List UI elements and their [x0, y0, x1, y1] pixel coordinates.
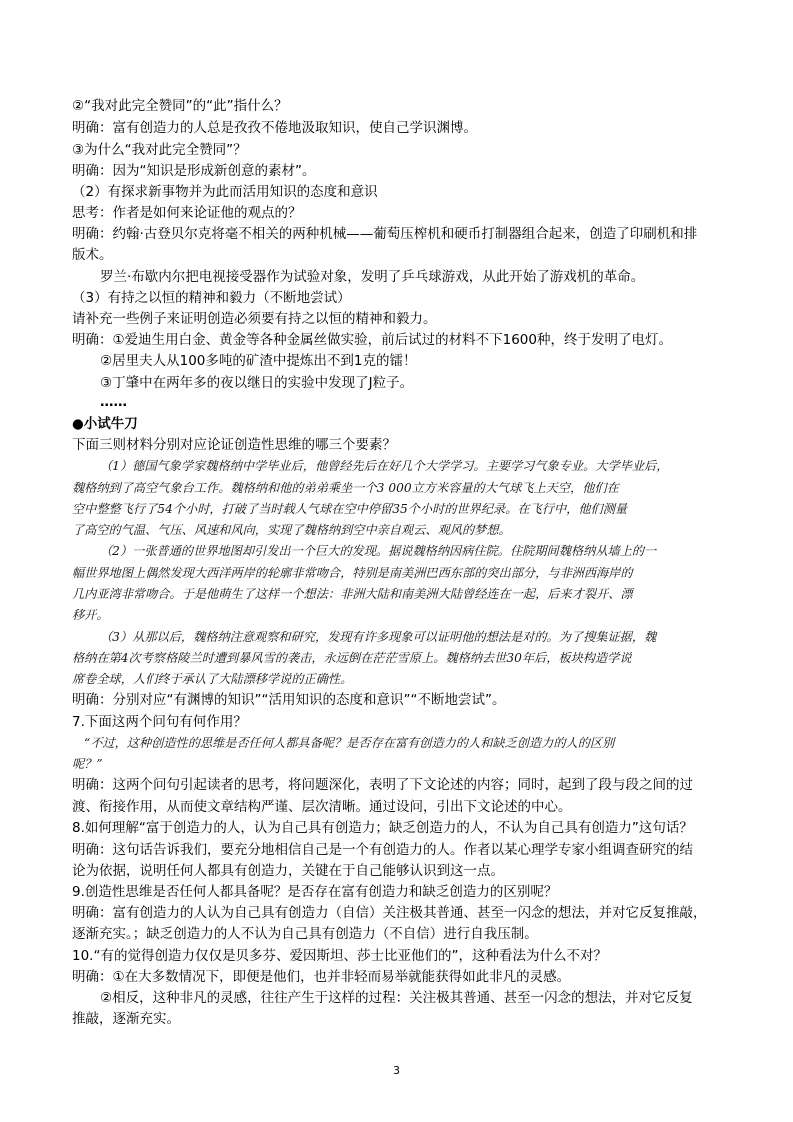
text-line: 明确：这两个问句引起读者的思考，将问题深化，表明了下文论述的内容；同时，起到了段与段之间的过 — [72, 777, 693, 793]
text-line: 明确：约翰·古登贝尔克将毫不相关的两种机械——葡萄压榨机和硬币打制器组合起来，创造了印刷机和排 — [72, 226, 698, 242]
quote-line: 魏格纳到了高空气象台工作。魏格纳和他的弟弟乘坐一个3 000立方米容量的大气球飞上天空，他们在 — [72, 481, 619, 495]
quote-line: （1）德国气象学家魏格纳中学毕业后，他曾经先后在好几个大学学习。主要学习气象专业。大学毕业后， — [100, 459, 669, 473]
quote-line: 席卷全球，人们终于承认了大陆漂移学说的正确性。 — [72, 672, 353, 686]
text-line: 明确：因为“知识是形成新创意的素材”。 — [72, 163, 316, 179]
quote-line: （2）一张普通的世界地图却引发出一个巨大的发现。据说魏格纳因病住院。住院期间魏格纳从墙上的一 — [100, 544, 657, 558]
quote-line: 幅世界地图上偶然发现大西洋两岸的轮廓非常吻合，特别是南美洲巴西东部的突出部分，与非洲西海岸的 — [72, 566, 633, 580]
quote-line: 了高空的气温、气压、风速和风向，实现了魏格纳到空中亲自观云、观风的梦想。 — [72, 523, 511, 537]
text-line: 明确：这句话告诉我们，要充分地相信自己是一个有创造力的人。作者以某心理学专家小组调查研究的结 — [72, 842, 693, 858]
text-line: 明确：①在大多数情况下，即便是他们，也并非轻而易举就能获得如此非凡的灵感。 — [72, 969, 571, 985]
text-line: 推敲，逐渐充实。 — [72, 1011, 180, 1027]
quote-line: （3）从那以后，魏格纳注意观察和研究，发现有许多现象可以证明他的想法是对的。为了搜集证据，魏 — [100, 630, 657, 644]
text-line: 下面三则材料分别对应论证创造性思维的哪三个要素？ — [72, 437, 396, 453]
text-line: ②“我对此完全赞同”的“此”指什么？ — [72, 98, 288, 114]
text-line: ②居里夫人从100多吨的矿渣中提炼出不到1克的镭！ — [100, 353, 417, 369]
text-line: 7.下面这两个问句有何作用？ — [72, 714, 247, 730]
text-line: 版术。 — [72, 247, 113, 263]
quote-line: 几内亚湾非常吻合。于是他萌生了这样一个想法：非洲大陆和南美洲大陆曾经连在一起，后来才裂开、漂 — [72, 587, 633, 601]
text-line: ③为什么“我对此完全赞同”？ — [72, 142, 247, 158]
quote-line: 格纳在第4次考察格陵兰时遭到暴风雪的袭击，永远倒在茫茫雪原上。魏格纳去世30年后，板块构造学说 — [72, 651, 632, 665]
text-line: 逐渐充实。；缺乏创造力的人不认为自己具有创造力（不自信）进行自我压制。 — [72, 926, 538, 942]
quote-line: 移开。 — [72, 608, 109, 622]
text-line: 9.创造性思维是否任何人都具备呢？是否存在富有创造力和缺乏创造力的区别呢？ — [72, 884, 558, 900]
ellipsis-line: …… — [100, 394, 127, 410]
text-line: 8.如何理解“富于创造力的人，认为自己具有创造力；缺乏创造力的人，不认为自己具有创造力”这句话？ — [72, 820, 693, 836]
text-line: ②相反，这种非凡的灵感，往往产生于这样的过程：关注极其普通、甚至一闪念的想法，并对它反复 — [100, 990, 693, 1006]
text-line: 思考：作者是如何来论证他的观点的？ — [72, 205, 302, 221]
page-number: 3 — [393, 1064, 400, 1077]
text-line: 请补充一些例子来证明创造必须要有持之以恒的精神和毅力。 — [72, 311, 437, 327]
text-line: 明确：①爱迪生用白金、黄金等各种金属丝做实验，前后试过的材料不下1600种，终于发明了电灯。 — [72, 332, 672, 348]
section-heading: ●小试牛刀 — [72, 416, 138, 432]
quote-line: 呢？” — [72, 757, 103, 771]
text-line: 明确：富有创造力的人总是孜孜不倦地汲取知识，使自己学识渊博。 — [72, 120, 477, 136]
text-line: （2）有探求新事物并为此而活用知识的态度和意识 — [72, 184, 378, 200]
text-line: 渡、衔接作用，从而使文章结构严谨、层次清晰。通过设问，引出下文论述的中心。 — [72, 799, 572, 815]
text-line: 明确：富有创造力的人认为自己具有创造力（自信）关注极其普通、甚至一闪念的想法，并对它反复推敲， — [72, 905, 707, 921]
text-line: 10.“有的觉得创造力仅仅是贝多芬、爱因斯坦、莎士比亚他们的”，这种看法为什么不对？ — [72, 948, 607, 964]
quote-line: 空中整整飞行了54个小时，打破了当时载人气球在空中停留35个小时的世界纪录。在飞行中，他们测量 — [72, 502, 628, 516]
text-line: 论为依据，说明任何人都具有创造力，关键在于自己能够认识到这一点。 — [72, 863, 504, 879]
text-line: 明确：分别对应“有渊博的知识”“活用知识的态度和意识”“不断地尝试”。 — [72, 692, 506, 708]
quote-line: “不过，这种创造性的思维是否任何人都具备呢？是否存在富有创造力的人和缺乏创造力的人的区别 — [84, 736, 615, 750]
text-line: ③丁肇中在两年多的夜以继日的实验中发现了J粒子。 — [100, 375, 414, 391]
text-line: （3）有持之以恒的精神和毅力（不断地尝试） — [72, 290, 351, 306]
text-line: 罗兰·布歇内尔把电视接受器作为试验对象，发明了乒乓球游戏，从此开始了游戏机的革命。 — [100, 269, 645, 285]
